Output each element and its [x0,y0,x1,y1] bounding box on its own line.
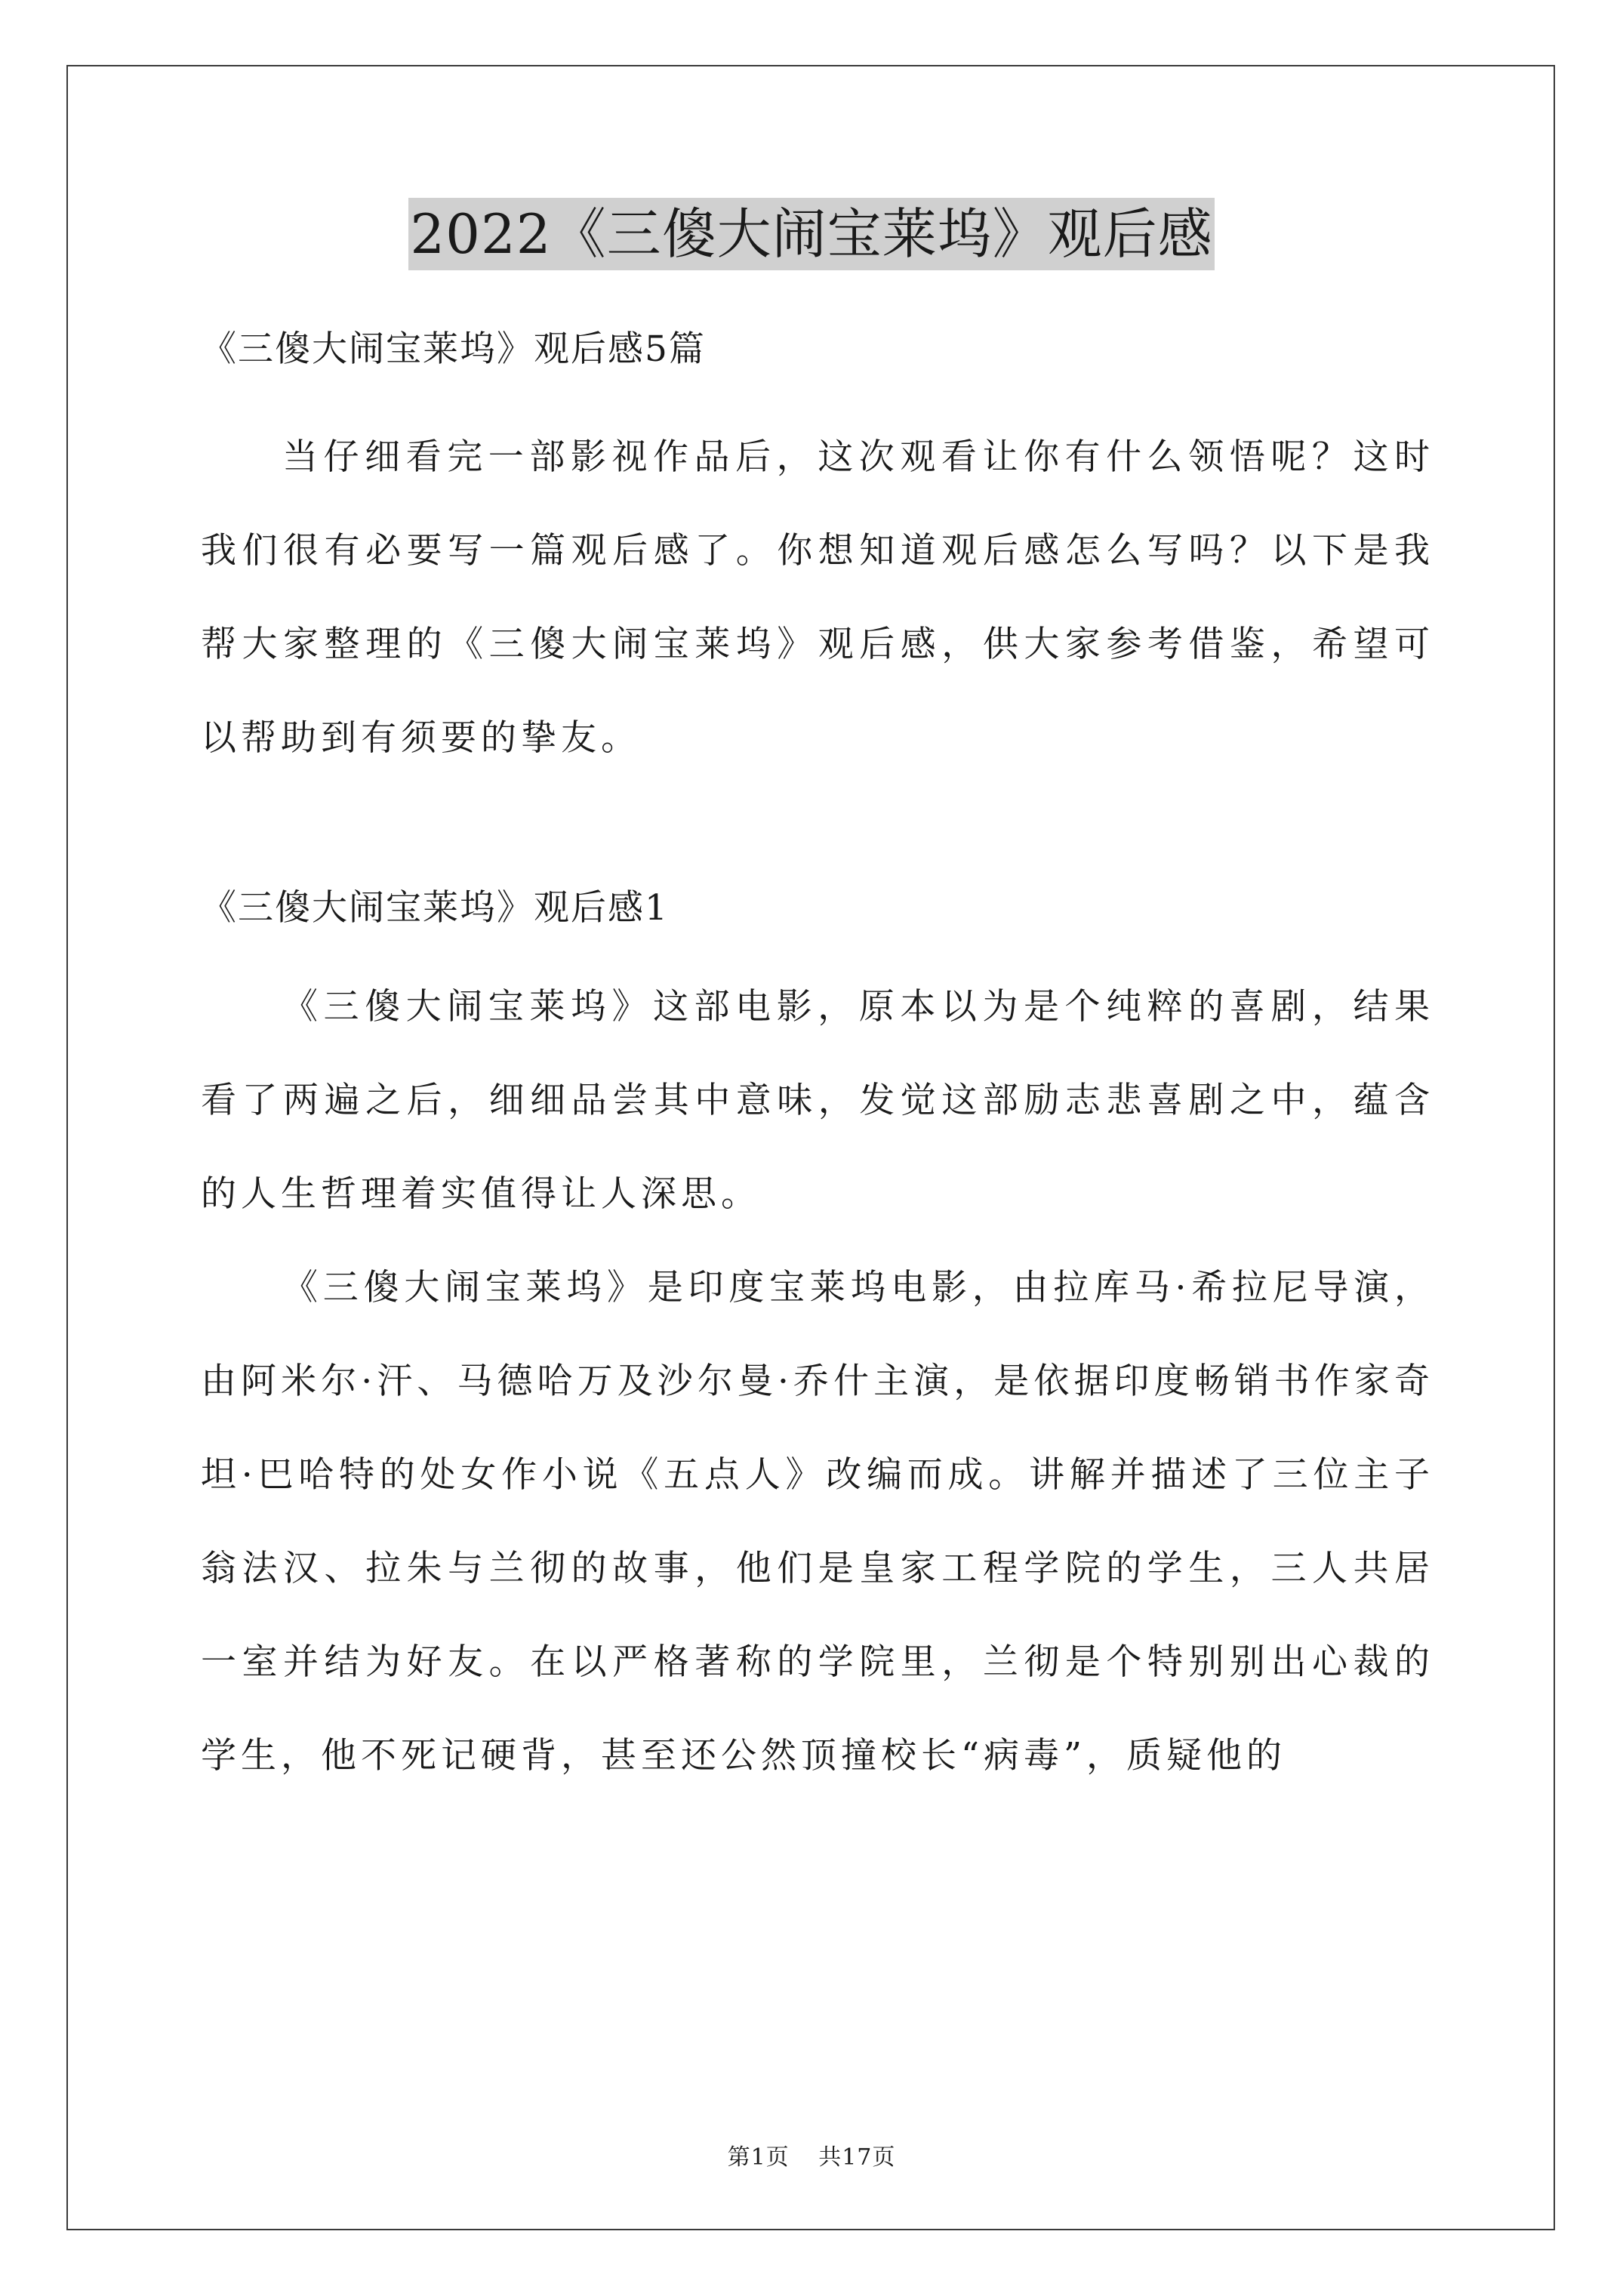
title-container [0,198,1623,270]
page-number: 第1页 [727,2144,790,2171]
section-gap [201,785,1434,867]
section-paragraph: 《三傻大闹宝莱坞》这部电影，原本以为是个纯粹的喜剧，结果看了两遍之后，细细品尝其中意味，发觉这部励志悲喜剧之中，蕴含的人生哲理着实值得让人深思。 [201,986,1434,1215]
section-paragraph: 《三傻大闹宝莱坞》是印度宝莱坞电影，由拉库马·希拉尼导演，由阿米尔·汗、马德哈万及沙尔曼·乔什主演，是依据印度畅销书作家奇坦·巴哈特的处女作小说《五点人》改编而成。讲解并描述了三位主子翁法汉、拉朱与兰彻的故事，他们是皇家工程学院的学生，三人共居一室并结为好友。在以严格著称的学院里，兰彻是个特别别出心裁的学生，他不死记硬背，甚至还公然顶撞校长“病毒”，质疑他的 [201,1267,1434,1777]
section-heading: 《三傻大闹宝莱坞》观后感1 [201,887,669,929]
document-body [201,308,1434,1803]
page-total: 共17页 [818,2144,896,2171]
document-subtitle: 《三傻大闹宝莱坞》观后感5篇 [201,328,706,370]
document-title: 2022《三傻大闹宝莱坞》观后感 [408,198,1214,270]
page-footer [0,2143,1623,2173]
intro-paragraph: 当仔细看完一部影视作品后，这次观看让你有什么领悟呢？这时我们很有必要写一篇观后感了。你想知道观后感怎么写吗？以下是我帮大家整理的《三傻大闹宝莱坞》观后感，供大家参考借鉴，希望可以帮助到有须要的挚友。 [201,436,1434,759]
